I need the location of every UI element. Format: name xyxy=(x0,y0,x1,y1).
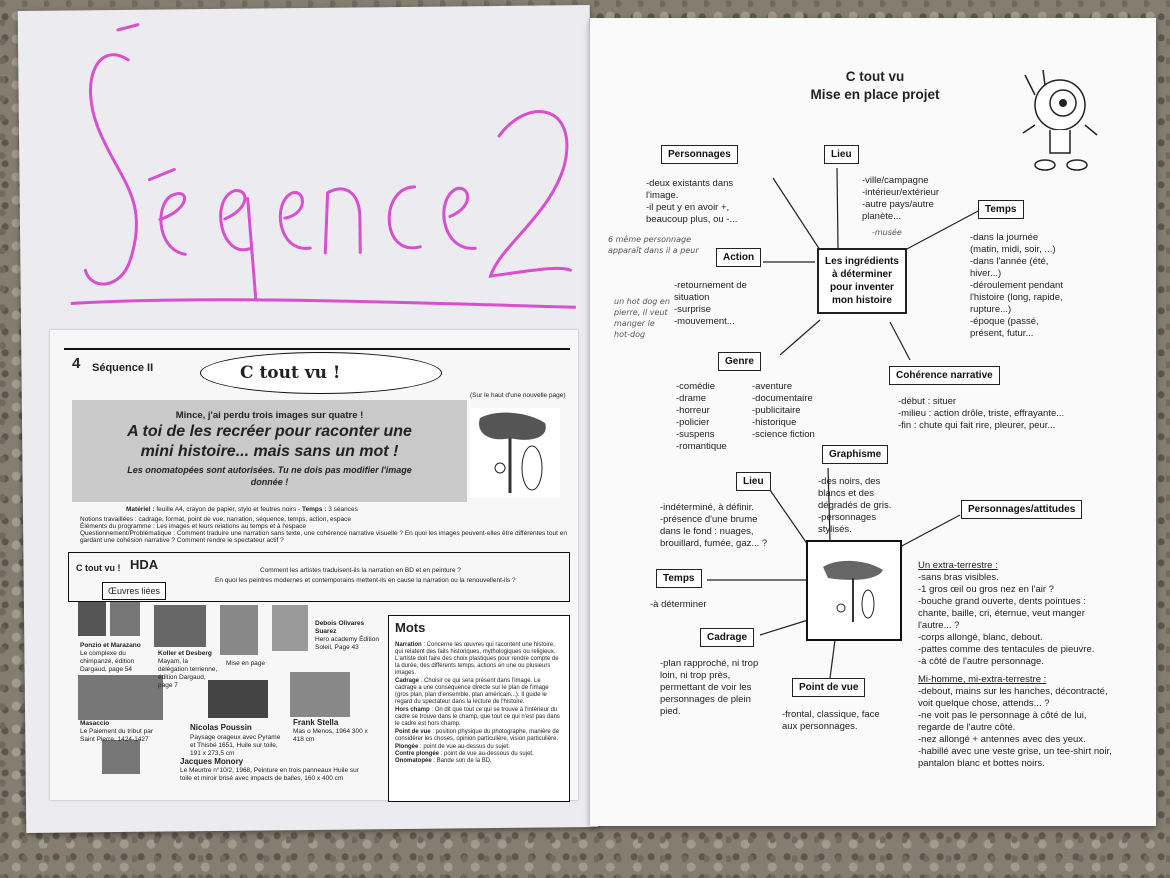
mot-term: Cadrage xyxy=(395,678,420,684)
question-text: Questionnement/Problématique : Comment traduire une narration sans texte, une cohérence narrative visuelle ? En quoi les images peuvent-elles être différentes tout en xyxy=(80,530,567,537)
personnages-line: beaucoup plus, ou -... xyxy=(646,214,738,225)
mot-def: : Choisir ce qui sera présent dans l'image. Le cadrage a une conséquence directe sur le plan de l'image (gros plan, plan d'ensemble, plan américain...). Il guide le regard du spectateur dans la lecture de l'histoire. xyxy=(395,678,549,705)
mot-term: Contre plongée xyxy=(395,751,440,757)
hda-logo: HDA xyxy=(130,557,159,572)
mot-def: : Concerne les œuvres qui racontent une histoire, qui relatent des faits historiques, mythologiques ou religieux. L'artiste doit faire des choix plastiques pour rendre compte de la durée, des différents temps, actions en une ou plusieurs images. xyxy=(395,642,559,676)
work-name-2: Mise en page xyxy=(226,660,266,667)
mot-def: : On dit que tout ce qui se trouve à l'intérieur du cadre se trouve dans le champ, que tout ce qui n'est pas dans le cadre est hors champ. xyxy=(395,707,560,727)
temps-line: -dans l'année (été, xyxy=(970,256,1049,267)
hda-question-2: En quoi les peintres modernes et contemporains mettent-ils en cause la narration ou la renouvellent-ils ? xyxy=(215,577,516,584)
personnages2-line: -pattes comme des tentacules de pieuvre. xyxy=(918,644,1095,655)
box-temps-2: Temps xyxy=(656,569,702,588)
work-info-1: Mayam, la délégation terrienne, édition Dargaud, page 7 xyxy=(158,658,218,689)
genre-item: -publicitaire xyxy=(752,405,801,416)
box-temps: Temps xyxy=(978,200,1024,219)
work-name-3: Debois Olivares Suarez xyxy=(315,620,365,635)
personnages2-line: -corps allongé, blanc, debout. xyxy=(918,632,1043,643)
cadrage-line: pied. xyxy=(660,706,681,717)
material-text: feuille A4, crayon de papier, stylo et feutres noirs - xyxy=(156,506,301,513)
work-info-5: Paysage orageux avec Pyrame et Thisbé 1651, Huile sur toile, 191 x 273,5 cm xyxy=(190,734,281,757)
temps-line: -dans la journée xyxy=(970,232,1039,243)
box-graphisme: Graphisme xyxy=(822,445,888,464)
banner-line-5: donnée ! xyxy=(250,477,289,487)
pdv-line: -frontal, classique, face xyxy=(782,709,880,720)
personnages2-line: -bouche grand ouverte, dents pointues : xyxy=(918,596,1086,607)
temps-lines xyxy=(970,232,1063,340)
connector-lieu xyxy=(837,168,838,248)
action-line: -retournement de xyxy=(674,280,747,291)
card-number: 4 xyxy=(72,355,81,372)
handwritten-note-3: -musée xyxy=(872,228,902,237)
right-title-1: C tout vu xyxy=(845,69,905,84)
genre-item: -policier xyxy=(676,417,710,428)
hda-question-1: Comment les artistes traduisent-ils la narration en BD et en peinture ? xyxy=(260,567,461,574)
genre-item: -aventure xyxy=(752,381,793,392)
handwritten-note-2: un hot dog en pierre, il veut manger le hot-dog xyxy=(614,297,670,339)
graphisme-line: -des noirs, des xyxy=(818,476,881,487)
notions-text: Notions travaillées : cadrage, format, point de vue, narration, séquence, temps, action, espace xyxy=(80,516,351,523)
card-note: (Sur le haut d'une nouvelle page) xyxy=(470,392,566,399)
hda-prefix: C tout vu ! xyxy=(76,563,121,573)
box-lieu: Lieu xyxy=(824,145,859,164)
pdv-lines xyxy=(782,709,880,733)
programme-text: Éléments du programme : Les images et leurs relations au temps et à l'espace xyxy=(80,523,306,530)
time-text: 3 séances xyxy=(328,506,358,513)
genre-item: -documentaire xyxy=(752,393,813,404)
personnages-lines xyxy=(646,178,737,226)
temps2-lines xyxy=(650,599,707,611)
oeuvres-label: Œuvres liées xyxy=(102,582,166,600)
temps-line: -déroulement pendant xyxy=(970,280,1063,291)
cadrage-line: loin, ni trop près, xyxy=(660,670,731,681)
work-name-1: Koller et Desberg xyxy=(158,650,212,657)
center-box-ingredients: Les ingrédients à déterminer pour inventer mon histoire xyxy=(817,248,907,314)
lieu-line: -intérieur/extérieur xyxy=(862,187,940,198)
mot-term: Plongée xyxy=(395,744,419,750)
banner-line-2: A toi de les recréer pour raconter une xyxy=(127,423,412,440)
temps-line: (matin, midi, soir, ...) xyxy=(970,244,1056,255)
personnages2-line: chante, baille, cri, éternue, veut manger xyxy=(918,608,1085,619)
action-lines xyxy=(674,280,747,328)
mot-term: Narration xyxy=(395,642,422,648)
temps2-line: -à déterminer xyxy=(650,599,707,610)
mascot-character xyxy=(1015,65,1105,175)
personnages2-line: regarde de l'autre côté. xyxy=(918,722,1016,733)
coherence-line: -fin : chute qui fait rire, pleurer, peur... xyxy=(898,420,1056,431)
temps-line: rupture...) xyxy=(970,304,1012,315)
lieu-line: -autre pays/autre xyxy=(862,199,934,210)
personnages2-line: Un extra-terrestre : xyxy=(918,560,998,571)
mot-def: : point de vue au-dessus du sujet. xyxy=(420,744,510,750)
box-cadrage: Cadrage xyxy=(700,628,754,647)
material-label: Matériel : xyxy=(126,506,155,513)
card-sequence: Séquence II xyxy=(92,362,154,374)
connector-personnages2 xyxy=(898,515,960,548)
work-info-6: Mas o Menos, 1964 300 x 418 cm xyxy=(293,728,368,743)
mot-def: : Bande son de la BD. xyxy=(433,758,492,764)
action-line: -surprise xyxy=(674,304,711,315)
personnages2-line: -debout, mains sur les hanches, décontracté, xyxy=(918,686,1108,697)
personnages2-line: -habillé avec une veste grise, un tee-shirt noir, xyxy=(918,746,1112,757)
graphisme-line: blancs et des xyxy=(818,488,874,499)
center-image-box xyxy=(806,540,902,641)
mots-title: Mots xyxy=(395,620,426,635)
coherence-lines xyxy=(898,396,1064,432)
box-coherence-narrative: Cohérence narrative xyxy=(889,366,1000,385)
box-lieu-2: Lieu xyxy=(736,472,771,491)
connector-lieu2 xyxy=(770,490,808,545)
genre-item: -comédie xyxy=(676,381,716,392)
personnages2-line: -1 gros œil ou gros nez en l'air ? xyxy=(918,584,1054,595)
work-name-4: Masaccio xyxy=(80,720,110,727)
personnages2-line: Mi-homme, mi-extra-terrestre : xyxy=(918,674,1047,685)
genre-item: -romantique xyxy=(676,441,727,452)
temps-line: présent, futur... xyxy=(970,328,1034,339)
handwritten-note-1: 6 même personnage apparaît dans il a peur xyxy=(608,235,699,255)
genre-item: -historique xyxy=(752,417,797,428)
connector-cadrage xyxy=(760,620,808,635)
work-name-6: Frank Stella xyxy=(293,718,339,727)
graphisme-line: stylisés. xyxy=(818,524,852,535)
cadrage-lines xyxy=(660,658,758,718)
lieu2-line: dans le fond : nuages, xyxy=(660,526,754,537)
work-info-0: Le complexe du chimpanzé, édition Dargaud, page 54 xyxy=(80,650,135,673)
box-personnages: Personnages xyxy=(661,145,738,164)
personnages2-lines xyxy=(918,560,1112,770)
connector-point-de-vue xyxy=(830,640,835,678)
work-info-7: Le Meurtre n°10/2, 1968, Peinture en trois panneaux Huile sur toile et miroir brisé avec impacts de balles, 160 x 400 cm xyxy=(180,767,359,782)
lieu2-lines xyxy=(660,502,767,550)
personnages2-line: voit quelque chose, attends... ? xyxy=(918,698,1050,709)
lieu-line: planète... xyxy=(862,211,902,222)
mot-term: Hors champ xyxy=(395,707,430,713)
banner-line-4: Les onomatopées sont autorisées. Tu ne dois pas modifier l'image xyxy=(127,465,412,475)
cadrage-line: -plan rapproché, ni trop xyxy=(660,658,759,669)
personnages2-line: -à côté de l'autre personnage. xyxy=(918,656,1044,667)
personnages-line: l'image. xyxy=(646,190,679,201)
personnages2-line: -ne voit pas le personnage à côté de lui, xyxy=(918,710,1087,721)
mot-term: Onomatopée xyxy=(395,758,432,764)
genre-item: -horreur xyxy=(676,405,710,416)
work-info-4: Le Paiement du tribut par Saint Pierre, 1424-1427 xyxy=(80,728,153,743)
coherence-line: -milieu : action drôle, triste, effrayante... xyxy=(898,408,1065,419)
work-info-3: Hero academy Édition Soleil, Page 43 xyxy=(315,636,379,651)
time-label: Temps : xyxy=(301,506,327,513)
connector-genre xyxy=(780,320,820,355)
mot-term: Point de vue xyxy=(395,729,431,735)
coherence-line: -début : situer xyxy=(898,396,957,407)
genre-col-1 xyxy=(676,381,727,453)
card-title: C tout vu ! xyxy=(240,363,341,383)
genre-col-2 xyxy=(752,381,815,441)
work-name-0: Ponzio et Marazano xyxy=(80,642,141,649)
banner-line-1: Mince, j'ai perdu trois images sur quatre ! xyxy=(175,410,364,421)
temps-line: -époque (passé, xyxy=(970,316,1039,327)
lieu2-line: -présence d'une brume xyxy=(660,514,758,525)
lieu2-line: brouillard, fumée, gaz... ? xyxy=(660,538,768,549)
connector-personnages xyxy=(773,178,820,250)
personnages2-line: pantalon blanc et bottes noirs. xyxy=(918,758,1045,769)
box-genre: Genre xyxy=(718,352,761,371)
genre-item: -drame xyxy=(676,393,707,404)
right-title-2: Mise en place projet xyxy=(810,87,940,102)
temps-line: hiver...) xyxy=(970,268,1002,279)
temps-line: l'histoire (long, rapide, xyxy=(970,292,1063,303)
box-point-de-vue: Point de vue xyxy=(792,678,865,697)
genre-item: -science fiction xyxy=(752,429,815,440)
lieu-lines xyxy=(862,175,939,223)
box-action: Action xyxy=(716,248,761,267)
personnages2-line: -nez allongé + antennes avec des yeux. xyxy=(918,734,1086,745)
personnages-line: -il peut y en avoir +, xyxy=(646,202,730,213)
pdv-line: aux personnages. xyxy=(782,721,858,732)
cadrage-line: personnages de plein xyxy=(660,694,751,705)
personnages-line: -deux existants dans xyxy=(646,178,734,189)
personnages2-line: l'autre... ? xyxy=(918,620,960,631)
graphisme-line: dégradés de gris. xyxy=(818,500,892,511)
question-text-2: gardant une cohésion narrative ? Comment rendre le spectateur actif ? xyxy=(80,537,284,544)
center-image-illustration xyxy=(808,542,900,639)
box-personnages-attitudes: Personnages/attitudes xyxy=(961,500,1082,519)
lieu-line: -ville/campagne xyxy=(862,175,929,186)
graphisme-line: -personnages xyxy=(818,512,877,523)
personnages2-line: -sans bras visibles. xyxy=(918,572,999,583)
cadrage-line: permettant de voir les xyxy=(660,682,752,693)
mot-def: : position physique du photographe, manière de considérer les choses, opinion particulière, vision particulière. xyxy=(395,729,560,742)
action-line: -mouvement... xyxy=(674,316,735,327)
banner-line-3: mini histoire... mais sans un mot ! xyxy=(140,443,399,460)
genre-item: -suspens xyxy=(676,429,715,440)
action-line: situation xyxy=(674,292,710,303)
work-name-5: Nicolas Poussin xyxy=(190,723,252,732)
graphisme-lines xyxy=(818,476,891,536)
lieu2-line: -indéterminé, à définir. xyxy=(660,502,754,513)
mot-def: : point de vue au-dessous du sujet. xyxy=(440,751,534,757)
work-name-7: Jacques Monory xyxy=(180,757,244,766)
connector-coherence xyxy=(890,322,910,360)
